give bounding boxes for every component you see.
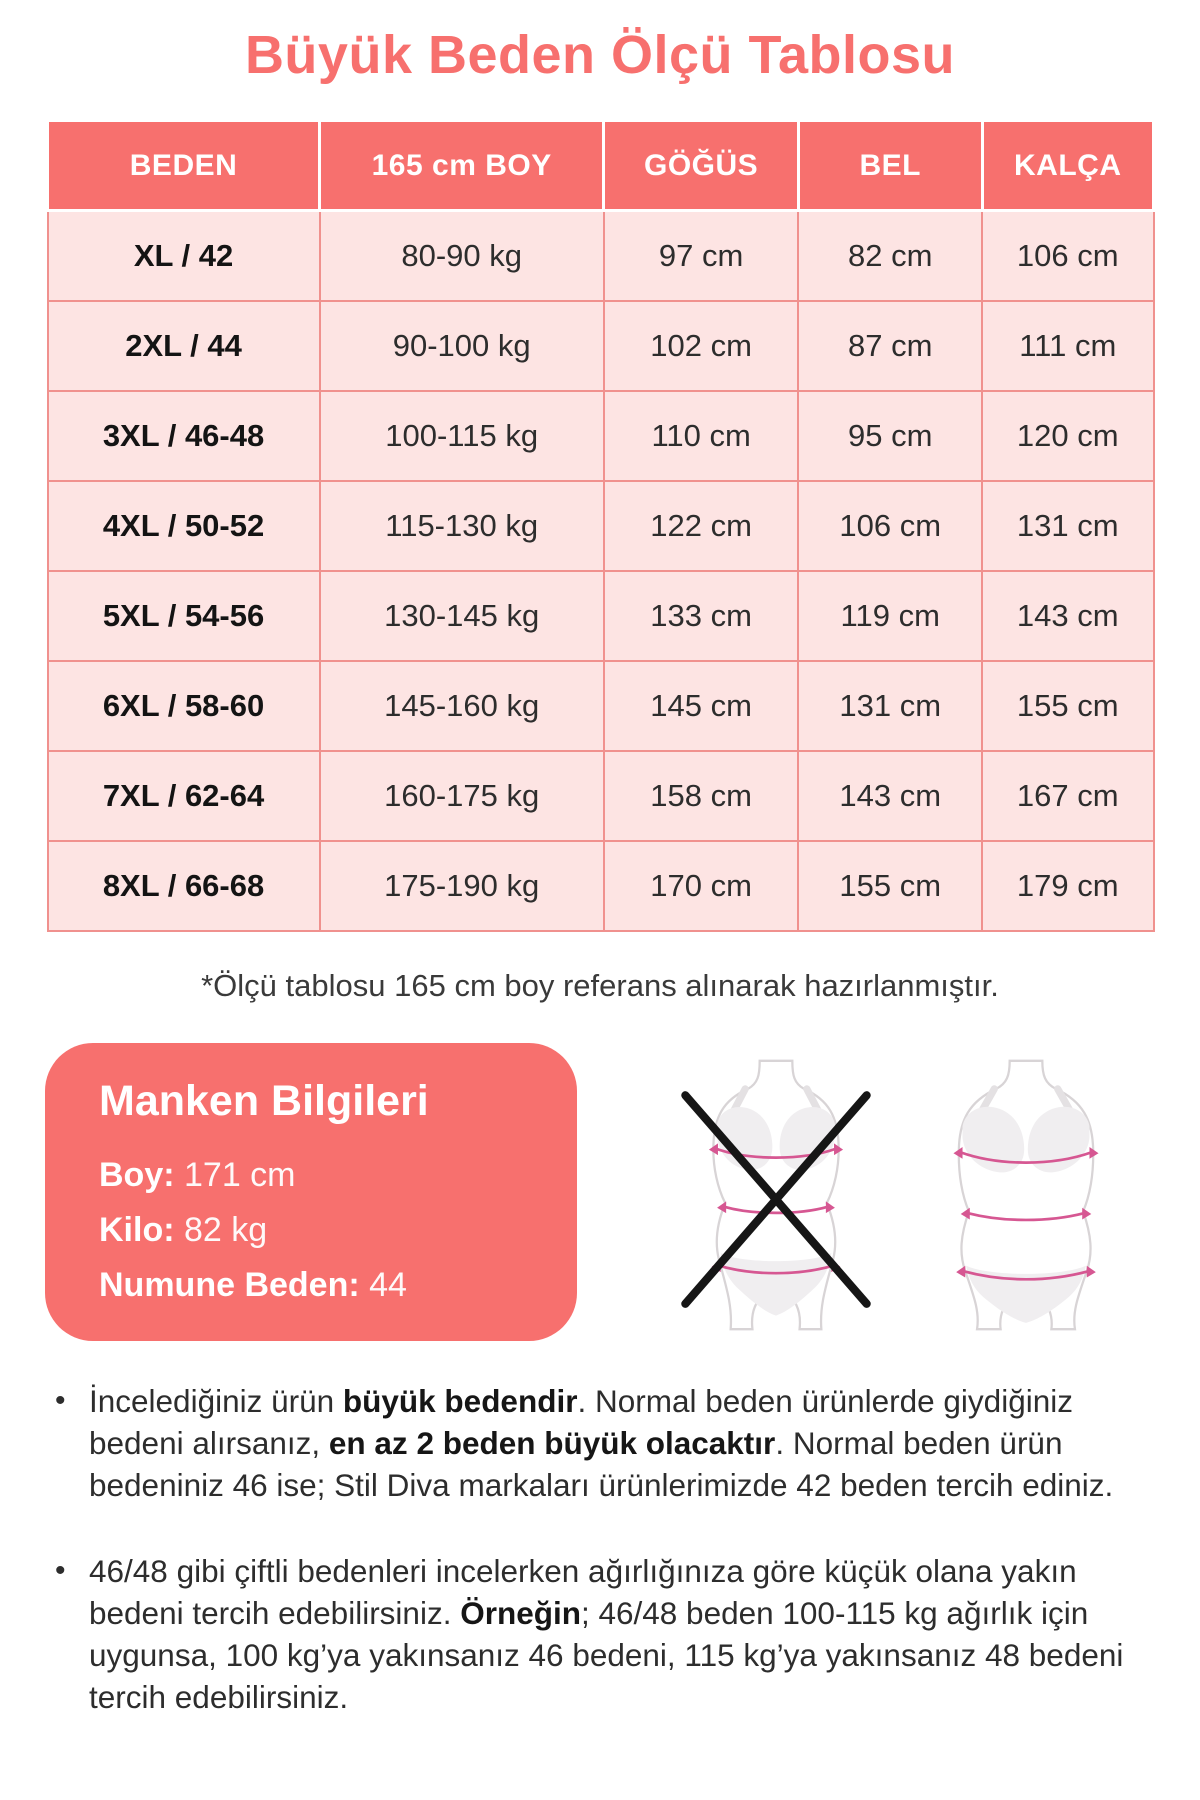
measure-cell: 106 cm (982, 211, 1153, 301)
size-table-header-row (48, 121, 1154, 211)
measure-cell: 145 cm (604, 661, 799, 751)
table-footnote: *Ölçü tablosu 165 cm boy referans alınarak hazırlanmıştır. (201, 968, 999, 1003)
page-title: Büyük Beden Ölçü Tablosu (244, 25, 956, 85)
table-row (48, 211, 1154, 301)
measure-cell: 102 cm (604, 301, 799, 391)
info-label: Boy: (99, 1156, 175, 1194)
measure-cell: 95 cm (798, 391, 982, 481)
measure-cell: 133 cm (604, 571, 799, 661)
note-item (55, 1550, 1153, 1718)
model-info-title: Manken Bilgileri (99, 1077, 429, 1125)
bullet-icon: • (55, 1554, 66, 1587)
measure-cell: 97 cm (604, 211, 799, 301)
column-header: KALÇA (982, 121, 1153, 211)
size-table (46, 119, 1155, 932)
size-cell: 2XL / 44 (48, 301, 320, 391)
info-value: 171 cm (174, 1156, 296, 1194)
note-text: 46/48 gibi çiftli bedenleri incelerken ağırlığınıza göre küçük olana yakın bedeni tercih edebilirsiniz. Örneğin; 46/48 beden 100-115 kg ağırlık için uygunsa, 100 kg’ya yakınsanız 46 bedeni, 115 kg’ya yakınsanız 48 bedeni tercih edebilirsiniz. (89, 1553, 1124, 1715)
measure-cell: 106 cm (798, 481, 982, 571)
size-cell: 3XL / 46-48 (48, 391, 320, 481)
measure-cell: 143 cm (982, 571, 1153, 661)
table-row (48, 571, 1154, 661)
measure-cell: 158 cm (604, 751, 799, 841)
model-info-line (99, 1148, 547, 1203)
measure-cell: 120 cm (982, 391, 1153, 481)
size-cell: XL / 42 (48, 211, 320, 301)
size-cell: 6XL / 58-60 (48, 661, 320, 751)
notes-list (55, 1380, 1153, 1718)
measure-cell: 155 cm (798, 841, 982, 931)
measure-cell: 122 cm (604, 481, 799, 571)
table-row (48, 301, 1154, 391)
measurement-figures (648, 1052, 1153, 1337)
size-table-body (48, 211, 1154, 931)
bullet-icon: • (55, 1384, 66, 1417)
measure-cell: 82 cm (798, 211, 982, 301)
column-header: BEDEN (48, 121, 320, 211)
table-row (48, 481, 1154, 571)
info-value: 82 kg (174, 1211, 268, 1249)
measure-cell: 90-100 kg (320, 301, 604, 391)
table-row (48, 751, 1154, 841)
measure-cell: 143 cm (798, 751, 982, 841)
size-cell: 5XL / 54-56 (48, 571, 320, 661)
measure-cell: 179 cm (982, 841, 1153, 931)
measure-cell: 175-190 kg (320, 841, 604, 931)
model-info-card (45, 1043, 577, 1341)
measure-cell: 130-145 kg (320, 571, 604, 661)
measure-cell: 160-175 kg (320, 751, 604, 841)
measure-cell: 119 cm (798, 571, 982, 661)
measure-cell: 145-160 kg (320, 661, 604, 751)
note-text: İncelediğiniz ürün büyük bedendir. Normal beden ürünlerde giydiğiniz bedeni alırsanız, en az 2 beden büyük olacaktır. Normal beden ürün bedeniniz 46 ise; Stil Diva markaları ürünlerimizde 42 beden tercih ediniz. (89, 1383, 1114, 1503)
table-row (48, 841, 1154, 931)
measure-cell: 131 cm (982, 481, 1153, 571)
measure-cell: 131 cm (798, 661, 982, 751)
plus-size-body-icon (923, 1059, 1129, 1331)
measure-cell: 80-90 kg (320, 211, 604, 301)
table-row (48, 391, 1154, 481)
measure-cell: 87 cm (798, 301, 982, 391)
info-label: Kilo: (99, 1211, 175, 1249)
measure-cell: 110 cm (604, 391, 799, 481)
model-info-lines (99, 1148, 547, 1313)
model-info-line (99, 1203, 547, 1258)
info-label: Numune Beden: (99, 1266, 360, 1304)
size-cell: 8XL / 66-68 (48, 841, 320, 931)
measure-cell: 111 cm (982, 301, 1153, 391)
column-header: GÖĞÜS (604, 121, 799, 211)
column-header: BEL (798, 121, 982, 211)
measure-cell: 100-115 kg (320, 391, 604, 481)
size-cell: 7XL / 62-64 (48, 751, 320, 841)
measure-cell: 155 cm (982, 661, 1153, 751)
size-cell: 4XL / 50-52 (48, 481, 320, 571)
slim-body-crossed-icon (673, 1059, 879, 1331)
table-row (48, 661, 1154, 751)
info-value: 44 (359, 1266, 407, 1304)
size-table-container (46, 119, 1155, 932)
column-header: 165 cm BOY (320, 121, 604, 211)
model-info-line (99, 1258, 547, 1313)
measure-cell: 115-130 kg (320, 481, 604, 571)
measure-cell: 170 cm (604, 841, 799, 931)
note-item (55, 1380, 1153, 1506)
measure-cell: 167 cm (982, 751, 1153, 841)
